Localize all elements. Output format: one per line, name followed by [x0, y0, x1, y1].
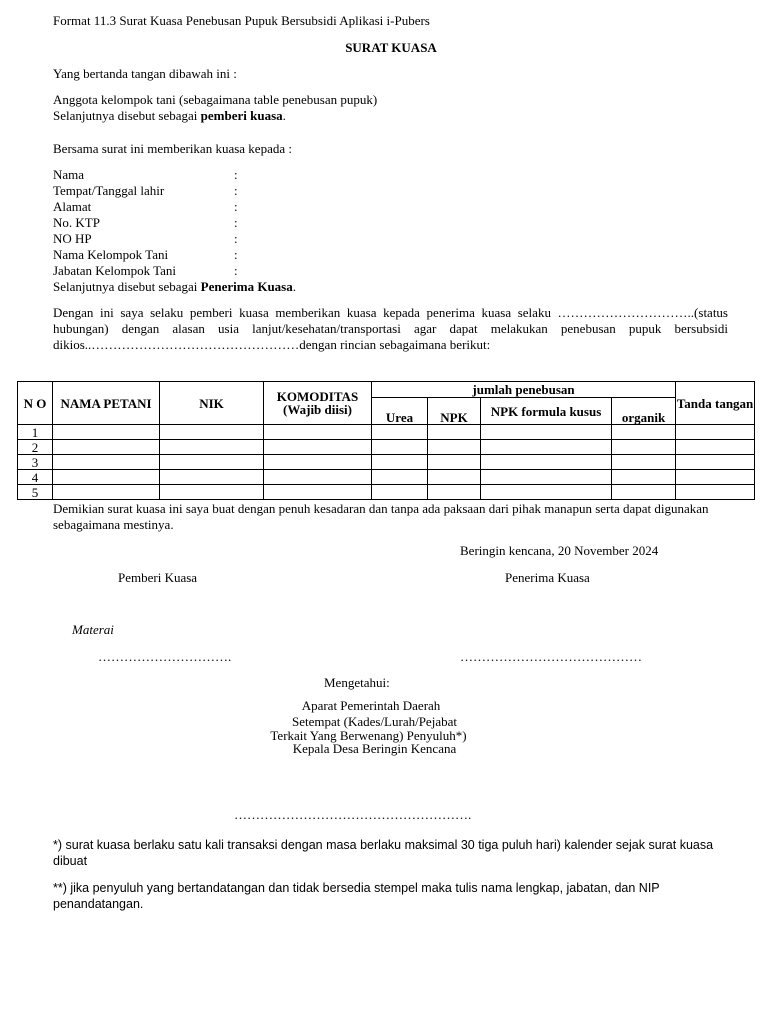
field-colon: :	[234, 263, 238, 278]
pemberi-suffix: .	[282, 108, 286, 123]
authorization-paragraph: Dengan ini saya selaku pemberi kuasa memberikan kuasa kepada penerima kuasa selaku …………………………..(status hubungan) dengan alasan usia lanjut/kesehatan/transportasi agar dapat melakukan penebusan pupuk bersubsidi dikios..…………………………………………dengan rincian sebagaimana berikut:	[53, 305, 728, 352]
anggota-line: Anggota kelompok tani (sebagaimana table penebusan pupuk)	[53, 92, 378, 107]
penerima-kuasa-line	[53, 279, 296, 295]
field-label: Nama Kelompok Tani	[53, 247, 169, 262]
pemberi-kuasa-line	[53, 108, 286, 124]
penerima-signature-line: ……………………………………	[460, 649, 642, 664]
field-colon: :	[234, 167, 238, 182]
header-npk: NPK	[428, 398, 481, 425]
field-label: Tempat/Tanggal lahir	[53, 183, 165, 198]
header-jumlah-penebusan: jumlah penebusan	[372, 382, 676, 398]
field-label: Nama	[53, 167, 85, 182]
pemberi-signature-line: ………………………….	[98, 649, 232, 664]
intro-line: Yang bertanda tangan dibawah ini :	[53, 66, 237, 81]
field-label: NO HP	[53, 231, 92, 246]
official-signature-line: ……………………………………………….	[234, 807, 472, 822]
header-tanda-tangan: Tanda tangan	[676, 382, 755, 425]
pemberi-prefix: Selanjutnya disebut sebagai	[53, 108, 201, 123]
materai-label: Materai	[72, 622, 114, 637]
footnote-2: **) jika penyuluh yang bertandatangan dan tidak bersedia stempel maka tulis nama lengkap, jabatan, dan NIP penandatangan.	[53, 881, 660, 911]
place-date: Beringin kencana, 20 November 2024	[460, 543, 659, 558]
format-line: Format 11.3 Surat Kuasa Penebusan Pupuk Bersubsidi Aplikasi i-Pubers	[53, 13, 430, 28]
header-no: N O	[18, 382, 53, 425]
pemberi-kuasa-label: Pemberi Kuasa	[118, 570, 198, 585]
penerima-kuasa-label: Penerima Kuasa	[505, 570, 590, 585]
official-line-3: Terkait Yang Berwenang) Penyuluh*)	[270, 728, 467, 743]
penerima-suffix: .	[292, 279, 296, 294]
row-number: 2	[18, 440, 53, 455]
row-number: 4	[18, 470, 53, 485]
row-number: 1	[18, 425, 53, 440]
header-urea: Urea	[372, 398, 428, 425]
field-label: Alamat	[53, 199, 92, 214]
penebusan-table	[17, 381, 755, 500]
official-line-4: Kepala Desa Beringin Kencana	[292, 741, 457, 756]
header-npk-formula: NPK formula kusus	[481, 398, 612, 425]
field-label: No. KTP	[53, 215, 100, 230]
footnote-1: *) surat kuasa berlaku satu kali transaksi dengan masa berlaku maksimal 30 tiga puluh hari) kalender sejak surat kuasa dibuat	[53, 838, 714, 868]
field-colon: :	[234, 183, 238, 198]
mengetahui-label: Mengetahui:	[324, 675, 390, 690]
field-colon: :	[234, 247, 238, 262]
table-row	[18, 455, 755, 470]
official-line-1: Aparat Pemerintah Daerah	[301, 698, 441, 713]
table-row	[18, 485, 755, 500]
field-colon: :	[234, 231, 238, 246]
document-title: SURAT KUASA	[345, 40, 437, 55]
header-organik: organik	[612, 398, 676, 425]
table-row	[18, 425, 755, 440]
pemberi-bold: pemberi kuasa	[200, 108, 283, 123]
header-nama-petani: NAMA PETANI	[53, 382, 160, 425]
closing-statement: Demikian surat kuasa ini saya buat dengan penuh kesadaran dan tanpa ada paksaan dari pihak manapun serta dapat digunakan sebagaimana mestinya.	[53, 501, 709, 532]
row-number: 5	[18, 485, 53, 500]
table-row	[18, 470, 755, 485]
penerima-prefix: Selanjutnya disebut sebagai	[53, 279, 201, 294]
header-komoditas: KOMODITAS (Wajib diisi)	[264, 382, 372, 425]
table-row	[18, 440, 755, 455]
bersama-line: Bersama surat ini memberikan kuasa kepada :	[53, 141, 292, 156]
field-colon: :	[234, 199, 238, 214]
field-label: Jabatan Kelompok Tani	[53, 263, 177, 278]
row-number: 3	[18, 455, 53, 470]
field-colon: :	[234, 215, 238, 230]
official-line-2: Setempat (Kades/Lurah/Pejabat	[292, 714, 457, 729]
header-nik: NIK	[160, 382, 264, 425]
penerima-bold: Penerima Kuasa	[200, 279, 293, 294]
